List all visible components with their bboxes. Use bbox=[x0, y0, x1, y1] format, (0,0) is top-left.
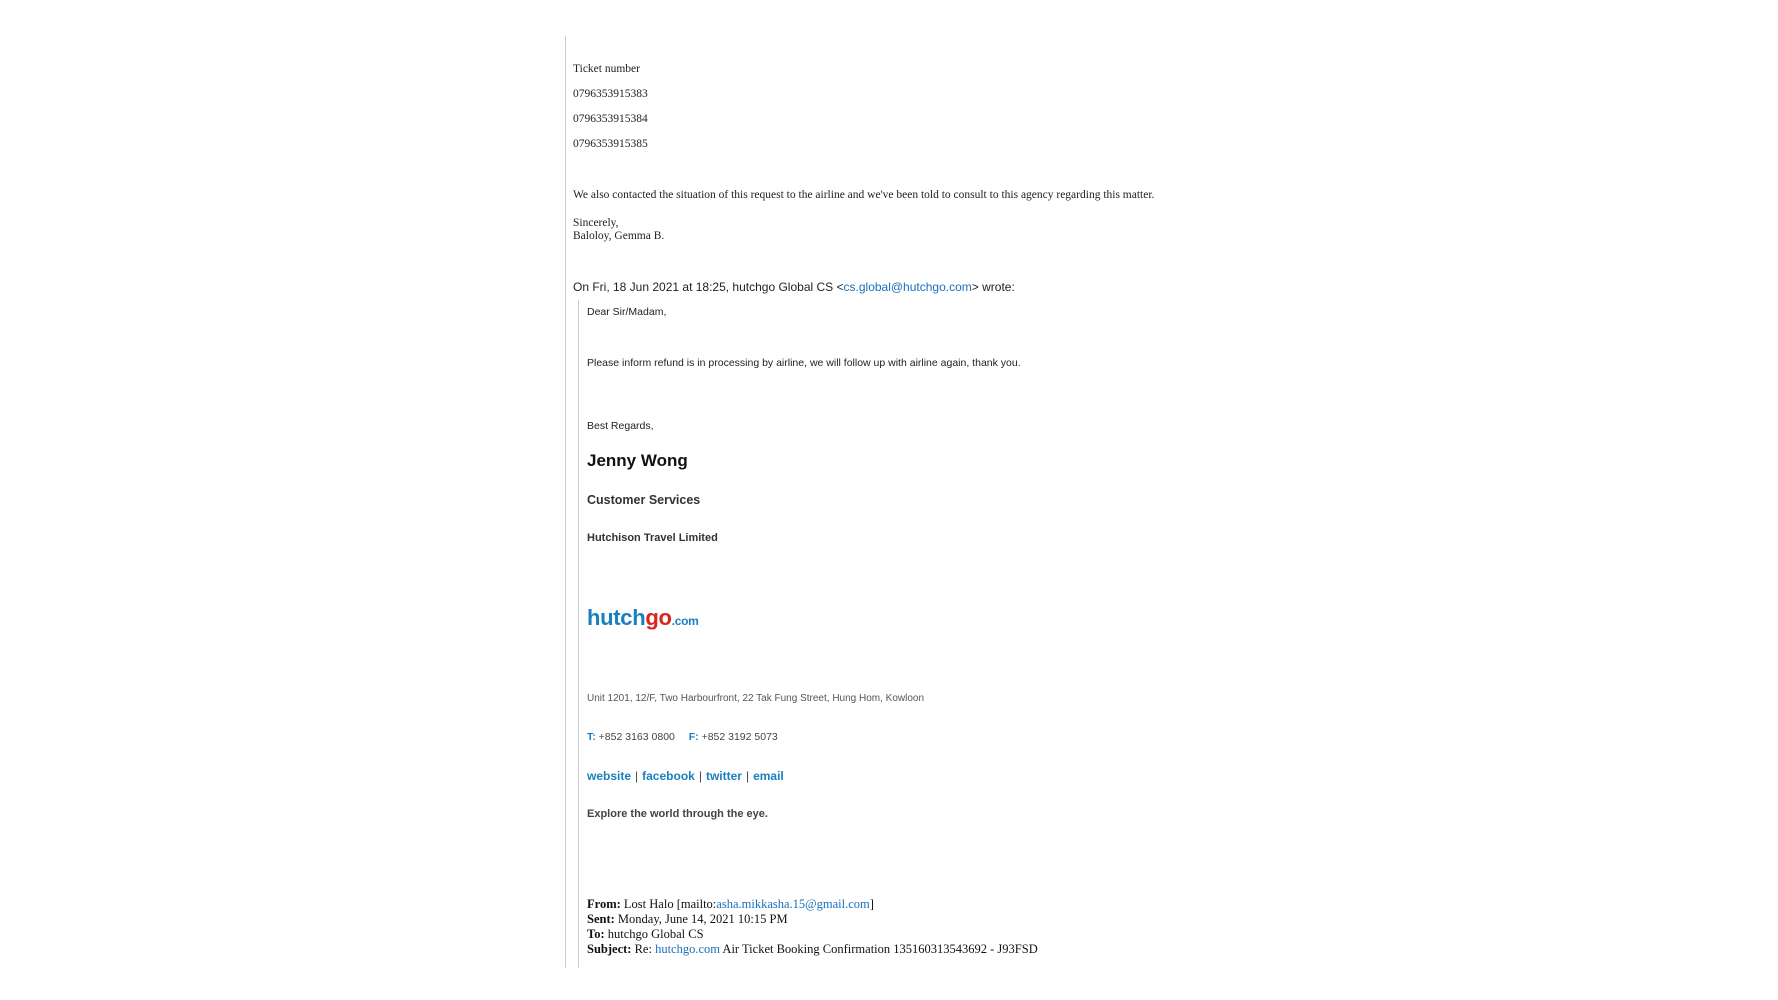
quoted-message: Please inform refund is in processing by airline, we will follow up with airline again, thank you. bbox=[587, 357, 1021, 369]
subject-label: Subject: bbox=[587, 942, 632, 956]
signature-company: Hutchison Travel Limited bbox=[587, 532, 718, 544]
website-link[interactable]: website bbox=[587, 769, 632, 783]
link-separator: | bbox=[745, 769, 750, 783]
ticket-number-2: 0796353915384 bbox=[573, 113, 648, 125]
from-email-link[interactable]: asha.mikkasha.15@gmail.com bbox=[716, 897, 870, 911]
closing-name: Baloloy, Gemma B. bbox=[573, 230, 665, 242]
ticket-number-3: 0796353915385 bbox=[573, 138, 648, 150]
fax-label: F: bbox=[688, 731, 699, 743]
quote-header-email-link[interactable]: cs.global@hutchgo.com bbox=[843, 280, 972, 294]
from-name: Lost Halo [mailto: bbox=[623, 897, 717, 911]
from-close: ] bbox=[869, 897, 874, 911]
to-label: To: bbox=[587, 927, 605, 941]
to-value: hutchgo Global CS bbox=[607, 927, 704, 941]
link-separator: | bbox=[698, 769, 702, 783]
quote-header bbox=[573, 281, 1015, 293]
quote-rule-outer bbox=[565, 36, 566, 968]
signature-address: Unit 1201, 12/F, Two Harbourfront, 22 Tak Fung Street, Hung Hom, Kowloon bbox=[587, 693, 925, 704]
phone-label: T: bbox=[587, 731, 596, 743]
hutchgo-logo bbox=[587, 607, 698, 629]
logo-part-hutch: hutch bbox=[587, 605, 646, 630]
quoted-greeting: Dear Sir/Madam, bbox=[587, 306, 667, 318]
sent-label: Sent: bbox=[587, 912, 615, 926]
from-label: From: bbox=[587, 897, 621, 911]
subject-link[interactable]: hutchgo.com bbox=[655, 942, 720, 956]
quote-rule-inner bbox=[578, 300, 579, 968]
quote-header-suffix: > wrote: bbox=[971, 280, 1015, 294]
quote-header-prefix: On Fri, 18 Jun 2021 at 18:25, hutchgo Global CS < bbox=[573, 280, 844, 294]
original-subject-line bbox=[587, 942, 1038, 957]
fax-number: +852 3192 5073 bbox=[701, 731, 778, 743]
signature-phone-line bbox=[587, 732, 778, 743]
subject-prefix: Re: bbox=[634, 942, 652, 956]
ticket-heading: Ticket number bbox=[573, 63, 640, 75]
original-from-line bbox=[587, 897, 874, 912]
closing-sincerely: Sincerely, bbox=[573, 217, 619, 229]
body-paragraph: We also contacted the situation of this request to the airline and we've been told to consult to this agency regarding this matter. bbox=[573, 189, 1155, 201]
signature-name: Jenny Wong bbox=[587, 451, 688, 470]
sent-value: Monday, June 14, 2021 10:15 PM bbox=[617, 912, 788, 926]
facebook-link[interactable]: facebook bbox=[642, 769, 695, 783]
logo-part-go: go bbox=[645, 605, 672, 630]
original-to-line bbox=[587, 927, 704, 942]
subject-rest: Air Ticket Booking Confirmation 135160313543692 - J93FSD bbox=[722, 942, 1038, 956]
signature-title: Customer Services bbox=[587, 493, 701, 507]
quoted-regards: Best Regards, bbox=[587, 420, 654, 432]
link-separator: | bbox=[635, 769, 639, 783]
signature-social-links bbox=[587, 770, 784, 782]
twitter-link[interactable]: twitter bbox=[705, 769, 742, 783]
email-link[interactable]: email bbox=[753, 769, 784, 783]
original-sent-line bbox=[587, 912, 788, 927]
logo-part-com: .com bbox=[671, 614, 699, 628]
ticket-number-1: 0796353915383 bbox=[573, 88, 648, 100]
phone-number: +852 3163 0800 bbox=[598, 731, 675, 743]
signature-tagline: Explore the world through the eye. bbox=[587, 808, 768, 820]
